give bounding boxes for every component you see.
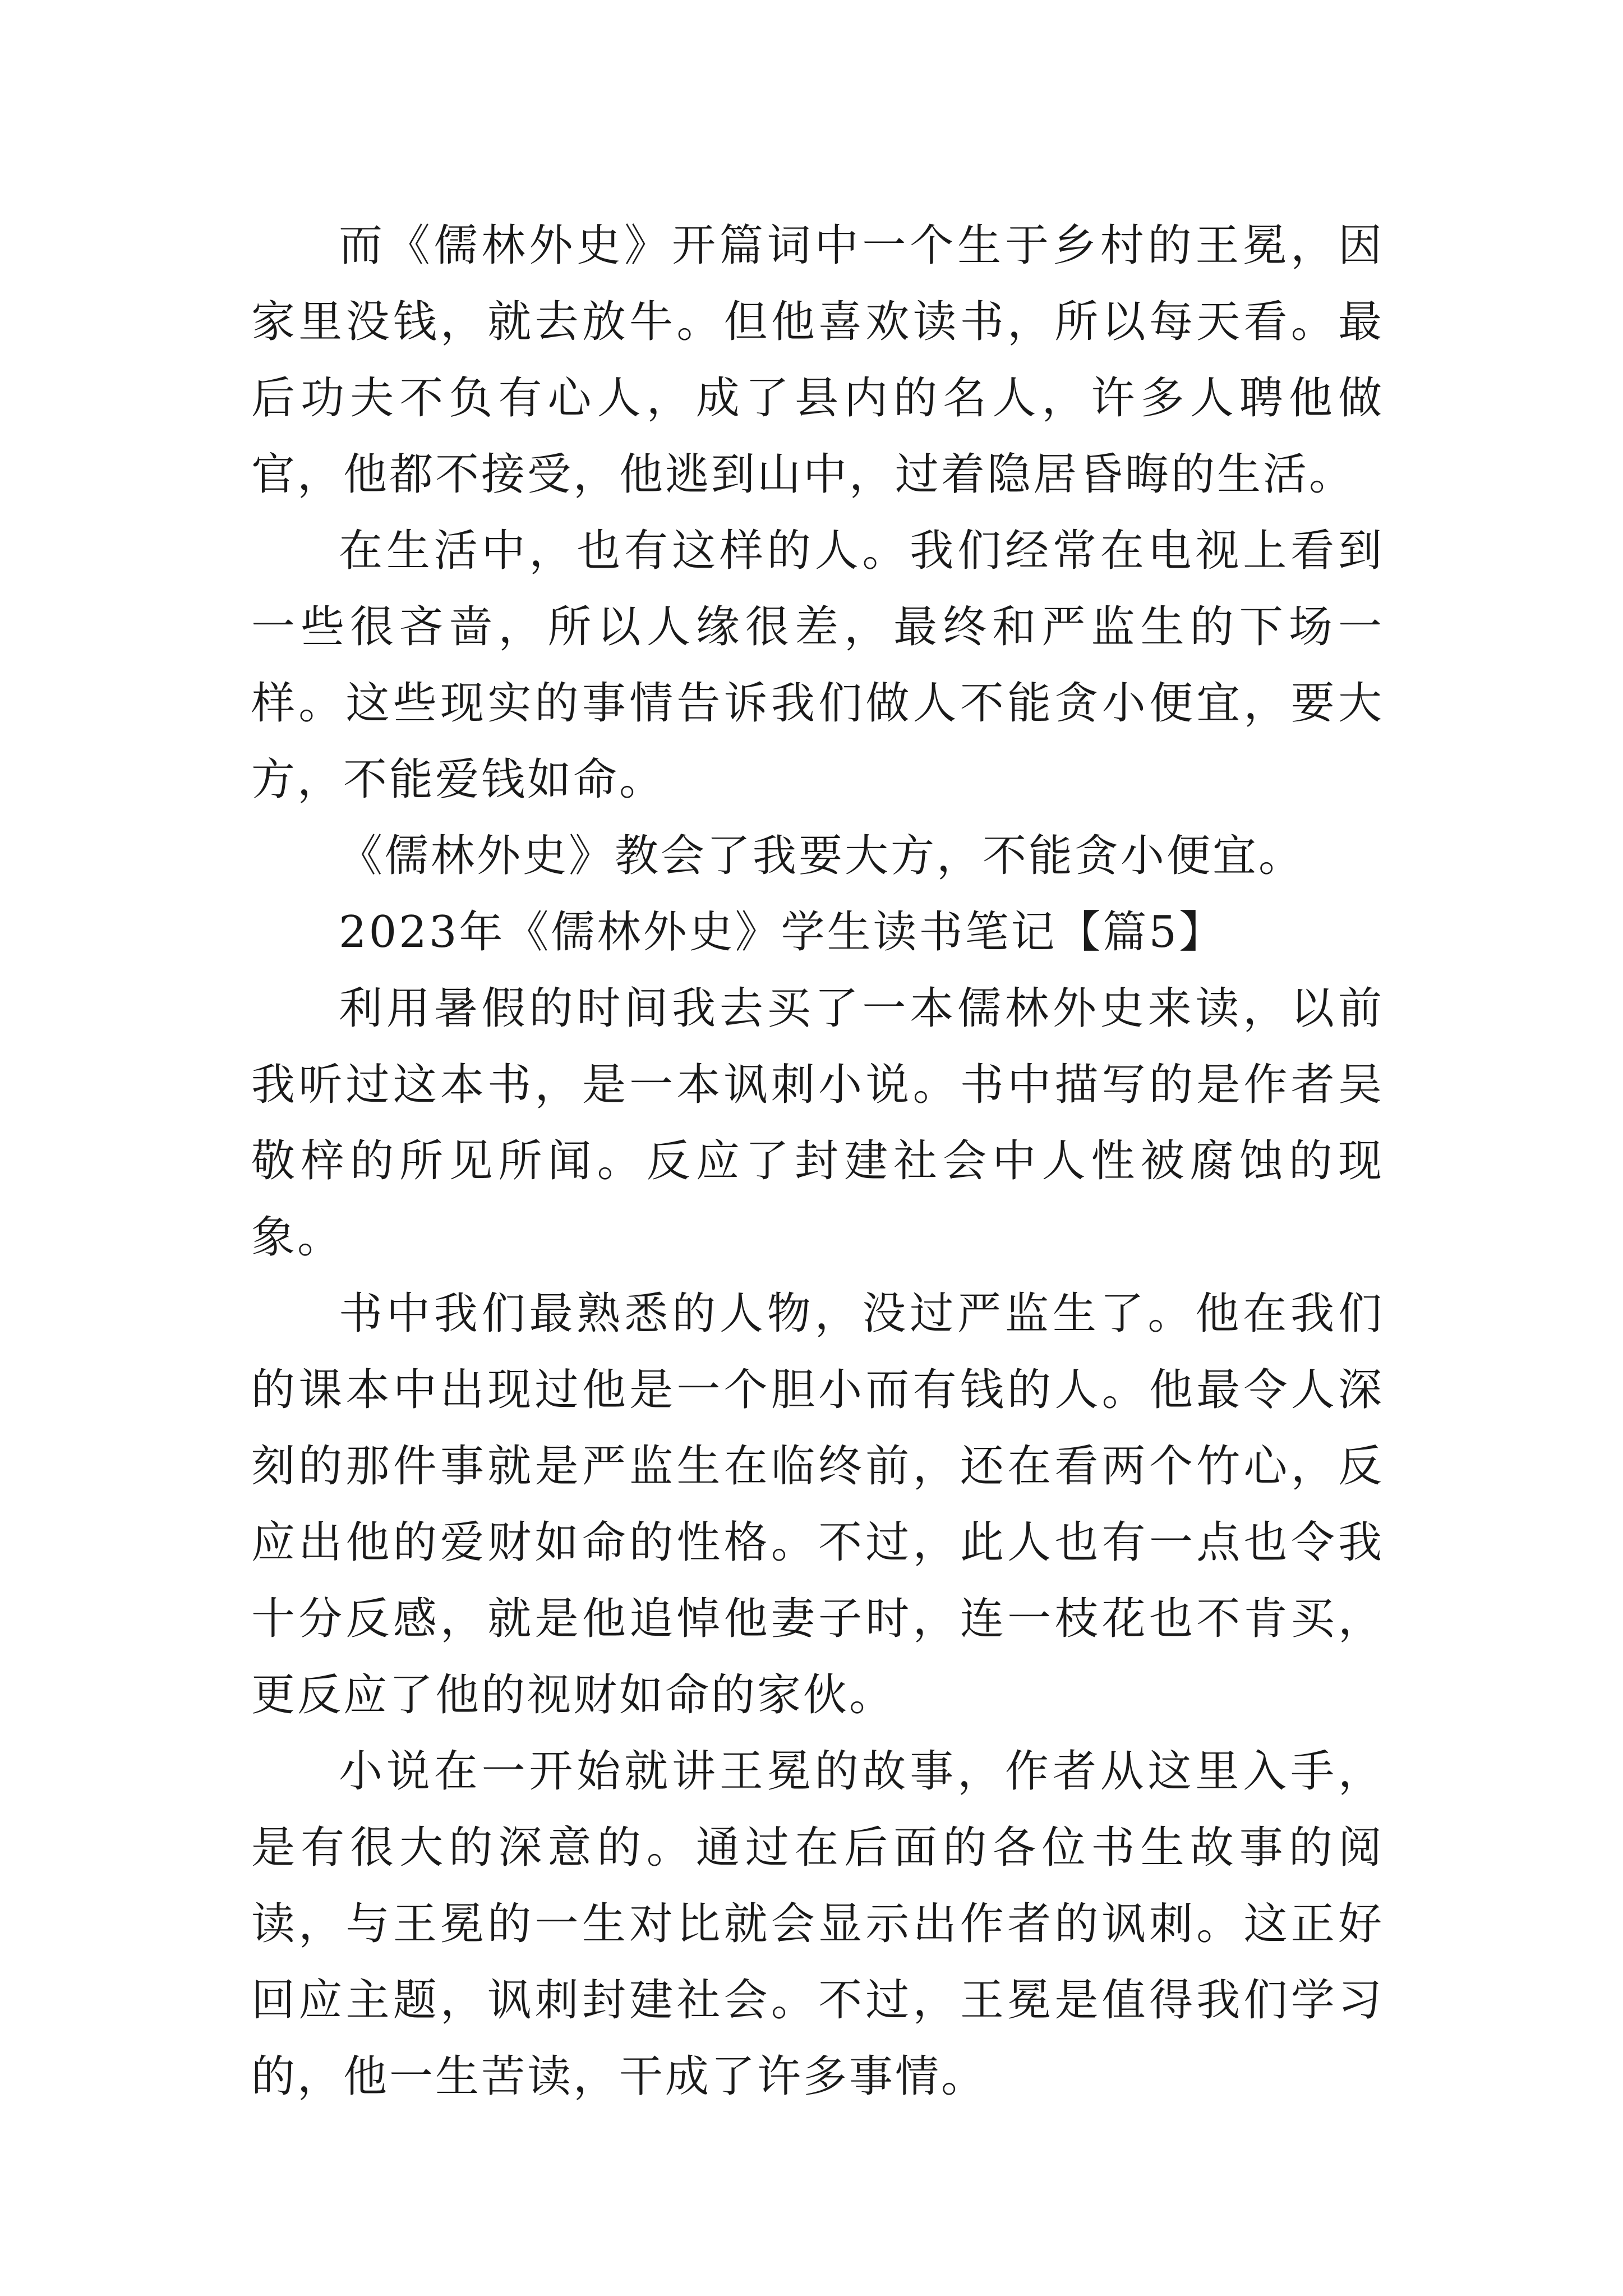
paragraph-wangmian-intro: 而《儒林外史》开篇词中一个生于乡村的王冕，因家里没钱，就去放牛。但他喜欢读书，所以每天看。最后功夫不负有心人，成了县内的名人，许多人聘他做官，他都不接受，他逃到山中，过着隐居昏晦的生活。	[251, 220, 1384, 500]
paragraph-wangmian-story: 小说在一开始就讲王冕的故事，作者从这里入手，是有很大的深意的。通过在后面的各位书生故事的阅读，与王冕的一生对比就会显示出作者的讽刺。这正好回应主题，讽刺封建社会。不过，王冕是值得我们学习的，他一生苦读，干成了许多事情。	[251, 1746, 1384, 2102]
paragraph-summer-reading: 利用暑假的时间我去买了一本儒林外史来读，以前我听过这本书，是一本讽刺小说。书中描写的是作者吴敬梓的所见所闻。反应了封建社会中人性被腐蚀的现象。	[251, 983, 1384, 1263]
document-body	[251, 208, 1384, 2115]
paragraph-life-example: 在生活中，也有这样的人。我们经常在电视上看到一些很吝啬，所以人缘很差，最终和严监生的下场一样。这些现实的事情告诉我们做人不能贪小便宜，要大方，不能爱钱如命。	[251, 526, 1384, 805]
paragraph-lesson: 《儒林外史》教会了我要大方，不能贪小便宜。	[339, 831, 1305, 881]
paragraph-yan-jiansheng: 书中我们最熟悉的人物，没过严监生了。他在我们的课本中出现过他是一个胆小而有钱的人。他最令人深刻的那件事就是严监生在临终前，还在看两个竹心，反应出他的爱财如命的性格。不过，此人也有一点也令我十分反感，就是他追悼他妻子时，连一枝花也不肯买，更反应了他的视财如命的家伙。	[251, 1289, 1384, 1720]
section-heading: 2023年《儒林外史》学生读书笔记【篇5】	[339, 907, 1225, 958]
